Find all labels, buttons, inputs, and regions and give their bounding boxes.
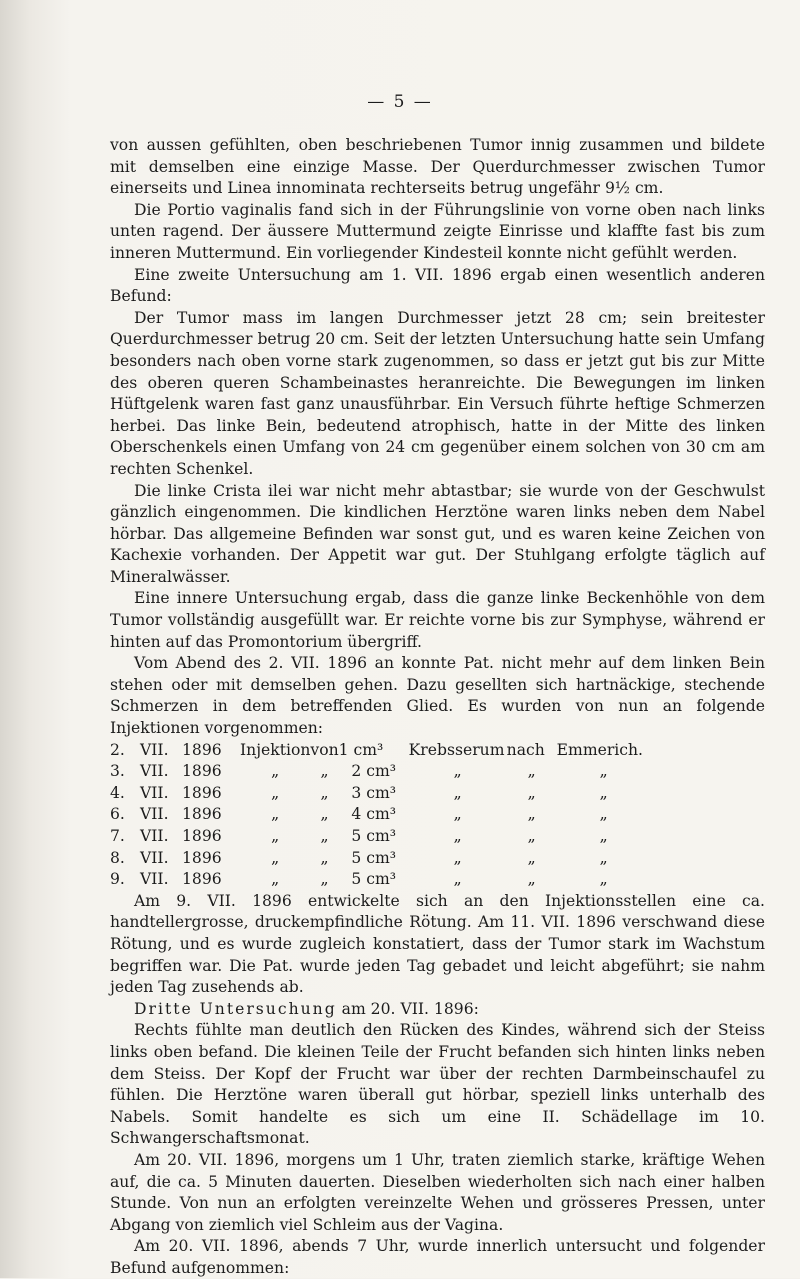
table-row <box>110 740 651 762</box>
paragraph <box>110 999 765 1021</box>
injection-nach: nach <box>506 740 545 759</box>
injection-year: 1896 <box>182 805 222 824</box>
table-row <box>110 869 651 891</box>
injection-von: „ <box>320 848 329 867</box>
injection-serum: Krebsserum <box>408 740 505 759</box>
table-row <box>110 848 651 870</box>
injection-nach: „ <box>527 827 536 845</box>
table-row <box>110 761 651 783</box>
injection-label: „ <box>271 870 280 889</box>
injection-month: VII. <box>140 805 169 824</box>
injection-amount: 5 cm³ <box>351 827 396 845</box>
injection-day: 7. <box>110 827 125 845</box>
injection-serum: „ <box>453 827 462 845</box>
paragraph: Eine innere Untersuchung ergab, dass die ganze linke Beckenhöhle von dem Tumor vollständig ausgefüllt war. Er reichte vorne bis zur Symphyse, während er hinten auf das Promontorium übergriff. <box>110 589 765 651</box>
injection-year: 1896 <box>182 783 222 802</box>
injection-amount: 5 cm³ <box>351 870 396 889</box>
injection-serum: „ <box>453 762 462 781</box>
injection-von: „ <box>320 783 329 802</box>
injection-day: 2. <box>110 740 125 759</box>
injection-year: 1896 <box>182 870 222 889</box>
paragraph: von aussen gefühlten, oben beschriebenen Tumor innig zusammen und bildete mit demselben eine einzige Masse. Der Querdurchmesser zwischen Tumor einerseits und Linea innominata rechterseits betrug ungefähr 9½ cm. <box>110 136 765 198</box>
table-row <box>110 783 651 805</box>
injection-von: „ <box>320 805 329 824</box>
injection-month: VII. <box>140 740 169 759</box>
injection-nach: „ <box>527 783 536 802</box>
injection-serum: „ <box>453 783 462 802</box>
injection-month: VII. <box>140 870 169 889</box>
injection-day: 9. <box>110 870 125 889</box>
injection-von: „ <box>320 870 329 889</box>
injection-von: von <box>310 740 339 759</box>
injection-serum: „ <box>453 870 462 889</box>
injection-label: „ <box>271 783 280 802</box>
injection-name: „ <box>599 805 608 824</box>
body-text <box>110 135 765 1279</box>
page-number: — 5 — <box>367 92 433 112</box>
injection-name: „ <box>599 762 608 781</box>
injection-amount: 1 cm³ <box>338 740 384 759</box>
injection-amount: 2 cm³ <box>351 762 396 781</box>
injection-month: VII. <box>140 762 169 781</box>
injection-year: 1896 <box>182 762 222 781</box>
injection-amount: 3 cm³ <box>351 783 396 802</box>
paragraph: Am 9. VII. 1896 entwickelte sich an den Injektionsstellen eine ca. handtellergrosse, druckempfindliche Rötung. Am 11. VII. 1896 verschwand diese Rötung, und es wurde zugleich konstatiert, dass der Tumor stark im Wachstum begriffen war. Die Pat. wurde jeden Tag gebadet und leicht abgeführt; sie nahm jeden Tag zusehends ab. <box>110 891 765 997</box>
injection-von: „ <box>320 762 329 781</box>
paragraph: Rechts fühlte man deutlich den Rücken des Kindes, während sich der Steiss links oben befand. Die kleinen Teile der Frucht befanden sich hinten links neben dem Steiss. Der Kopf der Frucht war über der rechten Darmbeinschaufel zu fühlen. Die Herztöne waren überall gut hörbar, speziell links unterhalb des Nabels. Somit handelte es sich um eine II. Schädellage im 10. Schwangerschaftsmonat. <box>110 1021 765 1148</box>
injection-name: „ <box>599 827 608 845</box>
section-lead-rest: am 20. VII. 1896: <box>336 999 479 1018</box>
injection-label: „ <box>271 762 280 781</box>
paragraph: Am 20. VII. 1896, abends 7 Uhr, wurde innerlich untersucht und folgender Befund aufgenommen: <box>110 1237 765 1277</box>
table-row <box>110 804 651 826</box>
injection-nach: „ <box>527 870 536 889</box>
injection-serum: „ <box>453 848 462 867</box>
injection-amount: 5 cm³ <box>351 848 396 867</box>
injection-name: „ <box>599 783 608 802</box>
injection-year: 1896 <box>182 827 222 845</box>
section-lead: Dritte Untersuchung <box>134 999 337 1018</box>
injection-nach: „ <box>527 848 536 867</box>
injection-year: 1896 <box>182 848 222 867</box>
injection-month: VII. <box>140 827 169 845</box>
injection-label: „ <box>271 827 280 845</box>
paragraph: Vom Abend des 2. VII. 1896 an konnte Pat. nicht mehr auf dem linken Bein stehen oder mit demselben gehen. Dazu gesellten sich hartnäckige, stechende Schmerzen in dem betreffenden Glied. Es wurden von nun an folgende Injektionen vorgenommen: <box>110 654 765 738</box>
injection-table <box>110 740 651 891</box>
table-row <box>110 826 651 848</box>
injection-serum: „ <box>453 805 462 824</box>
paragraph: Am 20. VII. 1896, morgens um 1 Uhr, traten ziemlich starke, kräftige Wehen auf, die ca. 5 Minuten dauerten. Dieselben wiederholten sich nach einer halben Stunde. Von nun an erfolgten vereinzelte Wehen und grösseres Pressen, unter Abgang von ziemlich viel Schleim aus der Vagina. <box>110 1150 765 1234</box>
paragraph: Die linke Crista ilei war nicht mehr abtastbar; sie wurde von der Geschwulst gänzlich eingenommen. Die kindlichen Herztöne waren links neben dem Nabel hörbar. Das allgemeine Befinden war sonst gut, und es waren keine Zeichen von Kachexie vorhanden. Der Appetit war gut. Der Stuhlgang erfolgte täglich auf Mineralwässer. <box>110 481 765 586</box>
injection-amount: 4 cm³ <box>351 805 396 824</box>
injection-year: 1896 <box>182 740 222 759</box>
injection-day: 8. <box>110 848 125 867</box>
paragraph: Die Portio vaginalis fand sich in der Führungslinie von vorne oben nach links unten ragend. Der äussere Muttermund zeigte Einrisse und klaffte fast bis zum inneren Muttermund. Ein vorliegender Kindesteil konnte nicht gefühlt werden. <box>110 200 765 262</box>
injection-nach: „ <box>527 762 536 781</box>
injection-name: Emmerich. <box>556 740 644 759</box>
injection-month: VII. <box>140 848 169 867</box>
paragraph: Der Tumor mass im langen Durchmesser jetzt 28 cm; sein breitester Querdurchmesser betrug 20 cm. Seit der letzten Untersuchung hatte sein Umfang besonders nach oben vorne stark zugenommen, so dass er jetzt gut bis zur Mitte des oberen queren Schambeinastes heranreichte. Die Bewegungen im linken Hüftgelenk waren fast ganz unausführbar. Ein Versuch führte heftige Schmerzen herbei. Das linke Bein, bedeutend atrophisch, hatte in der Mitte des linken Oberschenkels einen Umfang von 24 cm gegenüber einem solchen von 30 cm am rechten Schenkel. <box>110 308 765 478</box>
injection-name: „ <box>599 870 608 889</box>
injection-nach: „ <box>527 805 536 824</box>
injection-day: 3. <box>110 762 125 781</box>
injection-label: „ <box>271 805 280 824</box>
injection-label: Injektion <box>240 740 311 759</box>
injection-name: „ <box>599 848 608 867</box>
injection-day: 4. <box>110 783 125 802</box>
injection-label: „ <box>271 848 280 867</box>
injection-von: „ <box>320 827 329 845</box>
paragraph: Eine zweite Untersuchung am 1. VII. 1896 ergab einen wesentlich anderen Befund: <box>110 265 765 306</box>
injection-day: 6. <box>110 805 125 824</box>
injection-month: VII. <box>140 783 169 802</box>
